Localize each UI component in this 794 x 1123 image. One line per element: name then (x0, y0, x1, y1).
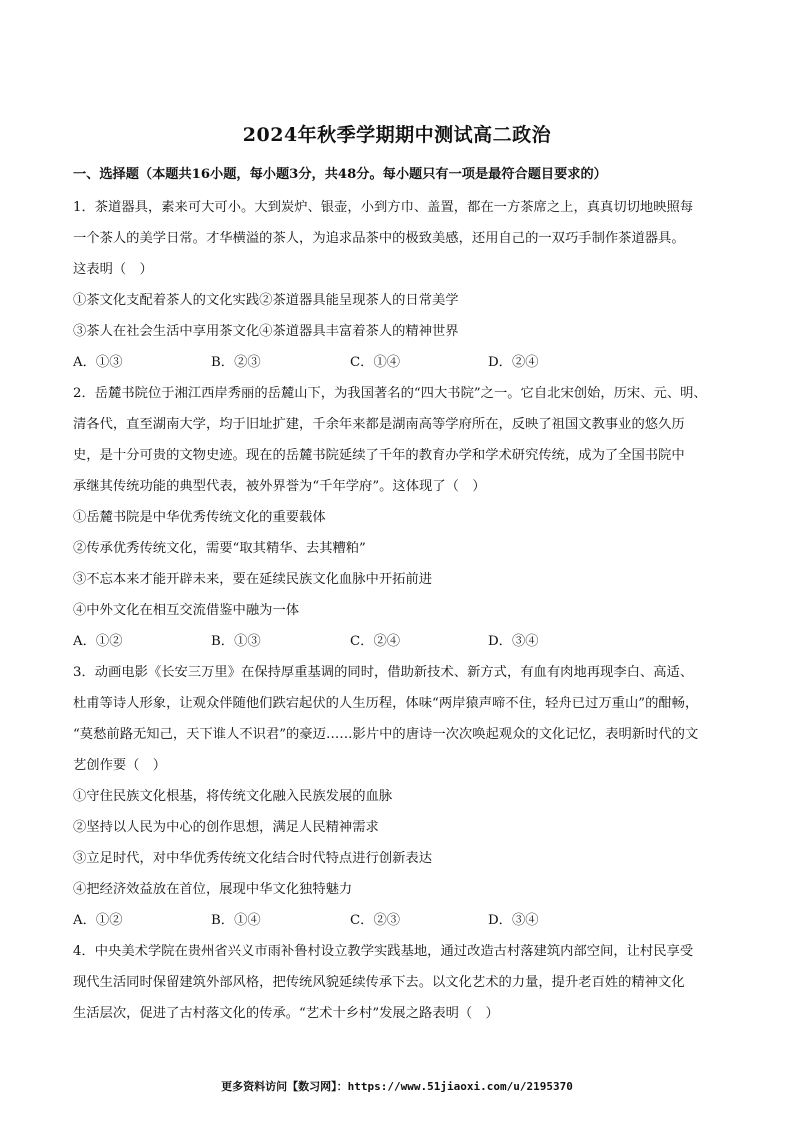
statement-line: ①岳麓书院是中华优秀传统文化的重要载体 (73, 510, 326, 525)
footer-link-text[interactable]: 更多资料访问【数习网】：https://www.51jiaoxi.com/u/2195370 (221, 1080, 573, 1093)
question-list (73, 192, 723, 1029)
question-stem-line: 生活层次，促进了古村落文化的传承。“艺术十乡村”发展之路表明（ ） (73, 1006, 499, 1021)
question-block (73, 936, 723, 1029)
answer-option-a: A．①② (73, 634, 123, 649)
answer-option-b: B．①④ (211, 913, 261, 928)
question-block (73, 657, 723, 936)
question-stem-line: 4．中央美术学院在贵州省兴义市雨补鲁村设立教学实践基地，通过改造古村落建筑内部空间，让村民享受 (73, 944, 694, 959)
question-stem-line: 现代生活同时保留建筑外部风格，把传统风貌延续传承下去。以文化艺术的力量，提升老百姓的精神文化 (73, 975, 685, 990)
question-block (73, 192, 723, 378)
question-stem-line: “莫愁前路无知己，天下谁人不识君”的豪迈……影片中的唐诗一次次唤起观众的文化记忆，表明新时代的文 (73, 727, 699, 742)
statement-line: ③不忘本来才能开辟未来，要在延续民族文化血脉中开拓前进 (73, 572, 433, 587)
question-stem-line: 史，是十分可贵的文物史迹。现在的岳麓书院延续了千年的教育办学和学术研究传统，成为了全国书院中 (73, 448, 685, 463)
answer-option-b: B．②③ (211, 355, 261, 370)
statement-line: ②坚持以人民为中心的创作思想，满足人民精神需求 (73, 820, 379, 835)
section-heading: 一、选择题（本题共16小题，每小题3分，共48分。每小题只有一项是最符合题目要求的） (73, 167, 607, 182)
statement-line: ②传承优秀传统文化，需要“取其精华、去其糟粕” (73, 541, 366, 556)
answer-options (73, 905, 723, 936)
question-stem-line: 这表明（ ） (73, 262, 153, 277)
question-stem-line: 杜甫等诗人形象，让观众伴随他们跌宕起伏的人生历程，体味“两岸猿声啼不住，轻舟已过万重山”的酣畅， (73, 696, 699, 711)
statement-line: ①茶文化支配着茶人的文化实践②茶道器具能呈现茶人的日常美学 (73, 293, 459, 308)
answer-options (73, 626, 723, 657)
question-stem-line: 承继其传统功能的典型代表，被外界誉为“千年学府”。这体现了（ ） (73, 479, 486, 494)
statement-line: ③立足时代，对中华优秀传统文化结合时代特点进行创新表达 (73, 851, 433, 866)
answer-option-c: C．②③ (350, 913, 401, 928)
statement-line: ④把经济效益放在首位，展现中华文化独特魅力 (73, 882, 353, 897)
answer-option-c: C．②④ (350, 634, 401, 649)
answer-option-a: A．①② (73, 913, 123, 928)
answer-option-d: D．②④ (488, 355, 539, 370)
answer-option-a: A．①③ (73, 355, 123, 370)
answer-option-d: D．③④ (488, 634, 539, 649)
question-stem-line: 1．茶道器具，素来可大可小。大到炭炉、银壶，小到方巾、盖置，都在一方茶席之上，真真切切地映照每 (73, 200, 694, 215)
question-stem-line: 清各代，直至湖南大学，均于旧址扩建，千余年来都是湖南高等学府所在，反映了祖国文教事业的悠久历 (73, 417, 685, 432)
answer-option-b: B．①③ (211, 634, 261, 649)
question-stem-line: 一个茶人的美学日常。才华横溢的茶人，为追求品茶中的极致美感，还用自己的一双巧手制作茶道器具。 (73, 231, 685, 246)
question-stem-line: 3．动画电影《长安三万里》在保持厚重基调的同时，借助新技术、新方式，有血有肉地再现李白、高适、 (73, 665, 694, 680)
answer-option-c: C．①④ (350, 355, 401, 370)
answer-option-d: D．③④ (488, 913, 539, 928)
statement-line: ③茶人在社会生活中享用茶文化④茶道器具丰富着茶人的精神世界 (73, 324, 459, 339)
question-block (73, 378, 723, 657)
page-title: 2024年秋季学期期中测试高二政治 (242, 124, 552, 146)
statement-line: ④中外文化在相互交流借鉴中融为一体 (73, 603, 300, 618)
question-stem-line: 2．岳麓书院位于湘江西岸秀丽的岳麓山下，为我国著名的“四大书院”之一。它自北宋创始，历宋、元、明、 (73, 386, 707, 401)
question-stem-line: 艺创作要（ ） (73, 758, 167, 773)
answer-options (73, 347, 723, 378)
statement-line: ①守住民族文化根基，将传统文化融入民族发展的血脉 (73, 789, 393, 804)
